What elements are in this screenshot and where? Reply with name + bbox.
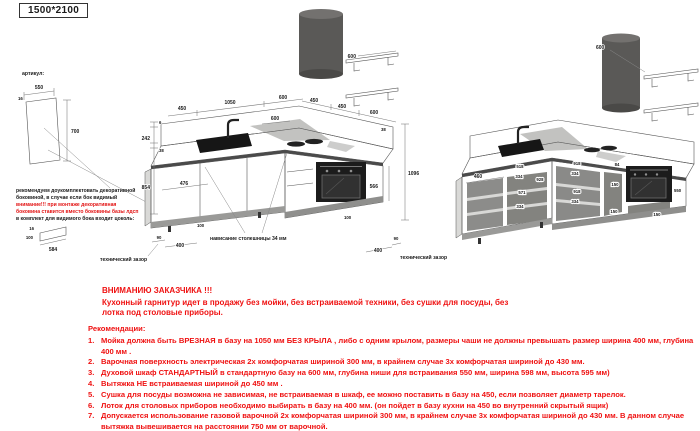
- technical-gap-note: технический зазор: [100, 257, 148, 263]
- internal-dimension-chip: 334: [515, 174, 523, 179]
- kitchen-drawing-2: [456, 34, 698, 245]
- decorative-side-panel-group: [18, 71, 150, 204]
- internal-dimension-chip: 571: [518, 190, 526, 195]
- technical-gap-note: технический зазор: [400, 255, 448, 261]
- panel-note-line: боковиной, в случае если бок видимый: [16, 195, 118, 201]
- panel-note-line: рекомендуем доукомплектовать декоративной: [16, 188, 136, 194]
- item-number: 6.: [88, 400, 95, 410]
- internal-dimension-chip: 150: [653, 212, 661, 217]
- item-text: Мойка должна быть ВРЕЗНАЯ в базу на 1050 мм БЕЗ КРЫЛА , либо с одним крылом, размеры чаши не должны превышать размер ширина 400 мм, глубина 400 мм .: [101, 335, 694, 356]
- item-number: 3.: [88, 368, 95, 378]
- cooker-hood: [602, 34, 640, 113]
- recommendations-block: [88, 324, 700, 431]
- leg: [478, 238, 481, 244]
- sink: [196, 133, 252, 153]
- warning-line: Кухонный гарнитур идет в продажу без мойки, без встраиваемой техники, без сушки для посуды, без: [102, 297, 509, 307]
- internal-dimension-chip: 518: [516, 164, 524, 169]
- internal-dimension-chip: 150: [610, 209, 618, 214]
- dimension-label: 16: [18, 96, 23, 101]
- recommendations-heading: Рекомендации:: [88, 324, 146, 333]
- dimension-label: 550: [34, 85, 44, 91]
- dimension-label: 38: [159, 148, 164, 153]
- dimension-label: 600: [596, 45, 605, 51]
- side-panel-shape: [26, 98, 60, 164]
- leg: [540, 222, 543, 228]
- item-text: Лоток для столовых приборов необходимо выбирать в базу на 400 мм. (он пойдет в базу кухни на 450 во внутренний скрытый ящик): [101, 400, 609, 410]
- countertop-overhang-note: нависание столешницы 34 мм: [210, 236, 287, 242]
- item-text: Вытяжка НЕ встраиваемая шириной до 450 мм .: [101, 378, 283, 388]
- recommendation-item: [88, 390, 700, 401]
- internal-dimension-chip: 334: [571, 171, 579, 176]
- base-side-panel: [456, 177, 462, 238]
- internal-dimension-chip: 918: [573, 189, 581, 194]
- item-number: 2.: [88, 357, 95, 367]
- internal-dimension-chip: 918: [573, 161, 581, 166]
- base-side-panel: [145, 169, 151, 226]
- leg: [258, 212, 261, 218]
- item-number: 7.: [88, 411, 95, 421]
- cabinet-opening: [467, 178, 503, 231]
- dimension-label: 550: [674, 188, 682, 193]
- internal-dimension-chip: 334: [516, 204, 524, 209]
- kitchen-drawing-1: [100, 9, 447, 263]
- oven: [316, 162, 366, 202]
- item-text: Духовой шкаф СТАНДАРТНЫЙ в стандартную базу на 600 мм, глубина ниши для встраивания 550 мм, ширина 598 мм, высота 595 мм): [101, 368, 610, 378]
- item-number: 5.: [88, 389, 95, 399]
- dimension-label: 1096: [408, 171, 420, 177]
- internal-dimension-chip: 84: [614, 162, 620, 167]
- dimension-label: 90: [156, 235, 162, 240]
- dimension-label: 400: [373, 248, 383, 254]
- dimension-label: 6: [159, 120, 162, 125]
- panel-note-line: в комплект для видимого бока входит цоколь:: [16, 216, 135, 222]
- item-number: 1.: [88, 335, 95, 345]
- wall-shelves: [346, 51, 398, 106]
- cooker-hood: [299, 9, 343, 79]
- plinth-strip: [151, 206, 285, 228]
- warning-heading: ВНИМАНИЮ ЗАКАЗЧИКА !!!: [102, 286, 213, 295]
- plinth-shape: [40, 227, 66, 241]
- dimension-label: 450: [177, 106, 187, 112]
- dimension-label: 1050: [224, 100, 236, 106]
- dimension-label: 600: [278, 95, 288, 101]
- recommendation-item: [88, 379, 700, 390]
- oven: [626, 166, 672, 202]
- panel-warning-line: боковина ставится вместо боковины базы лдсп: [16, 209, 139, 215]
- recommendation-item: [88, 357, 700, 368]
- customer-warning-block: [102, 286, 508, 319]
- recommendation-item: [88, 411, 700, 431]
- internal-dimension-chip: 334: [571, 199, 579, 204]
- dimension-label: 854: [141, 185, 150, 191]
- dimension-label: 100: [197, 223, 205, 228]
- item-text: Допускается использование газовой варочной 2х комфорчатая шириной 300 мм, в крайнем случае 3х комфорчатая шириной до 430 мм. В данном случае вытяжка вывешивается на расстоянии 750 мм от варочной.: [101, 411, 685, 431]
- dimension-label: 600: [369, 110, 379, 116]
- backsplash-shadow: [250, 119, 330, 141]
- panel-notes: [16, 187, 139, 222]
- panel-warning-line: внимание!!! при монтаже декоративная: [16, 202, 117, 208]
- internal-dimension-chip: 150: [611, 182, 619, 187]
- dimension-label: 584: [48, 247, 58, 253]
- internal-dimension-chip: 928: [536, 177, 544, 182]
- backsplash: [470, 120, 694, 164]
- size-title: 1500*2100: [28, 5, 80, 16]
- article-label: артикул:: [22, 71, 45, 77]
- dimension-label: 460: [473, 174, 483, 180]
- warning-line: лотка под столовые приборы.: [102, 308, 223, 317]
- recommendation-item: [88, 336, 700, 358]
- item-number: 4.: [88, 378, 95, 388]
- dimension-label: 242: [141, 136, 150, 142]
- dimension-label: 16: [29, 226, 34, 231]
- dimension-label: 38: [381, 127, 386, 132]
- dimension-label: 600: [347, 54, 356, 60]
- dimension-label: 100: [344, 215, 352, 220]
- dimension-label: 700: [71, 129, 80, 135]
- backsplash-shadow: [327, 141, 355, 152]
- item-text: Сушка для посуды возможна не зависимая, не встраиваемая в шкаф, ее можно поставить в базу на 450, если позволяет диаметр тарелок.: [101, 389, 626, 399]
- dimension-label: 400: [175, 243, 185, 249]
- dimension-label: 476: [179, 181, 189, 187]
- dimension-label: 450: [309, 98, 319, 104]
- dimension-label: 450: [337, 104, 347, 110]
- backsplash-shadow: [596, 151, 626, 162]
- item-text: Варочная поверхность электрическая 2х комфорчатая шириной 300 мм, в крайнем случае 3х комфорчатая шириной до 430 мм.: [101, 357, 585, 367]
- dimension-label: 600: [270, 116, 280, 122]
- leg: [168, 226, 171, 232]
- dimension-label: 100: [25, 235, 33, 240]
- dimension-label: 90: [393, 236, 399, 241]
- recommendation-item: [88, 401, 700, 412]
- recommendation-item: [88, 368, 700, 379]
- dimension-label: 566: [369, 184, 378, 190]
- sink: [498, 139, 544, 157]
- plinth-piece-group: [26, 226, 66, 253]
